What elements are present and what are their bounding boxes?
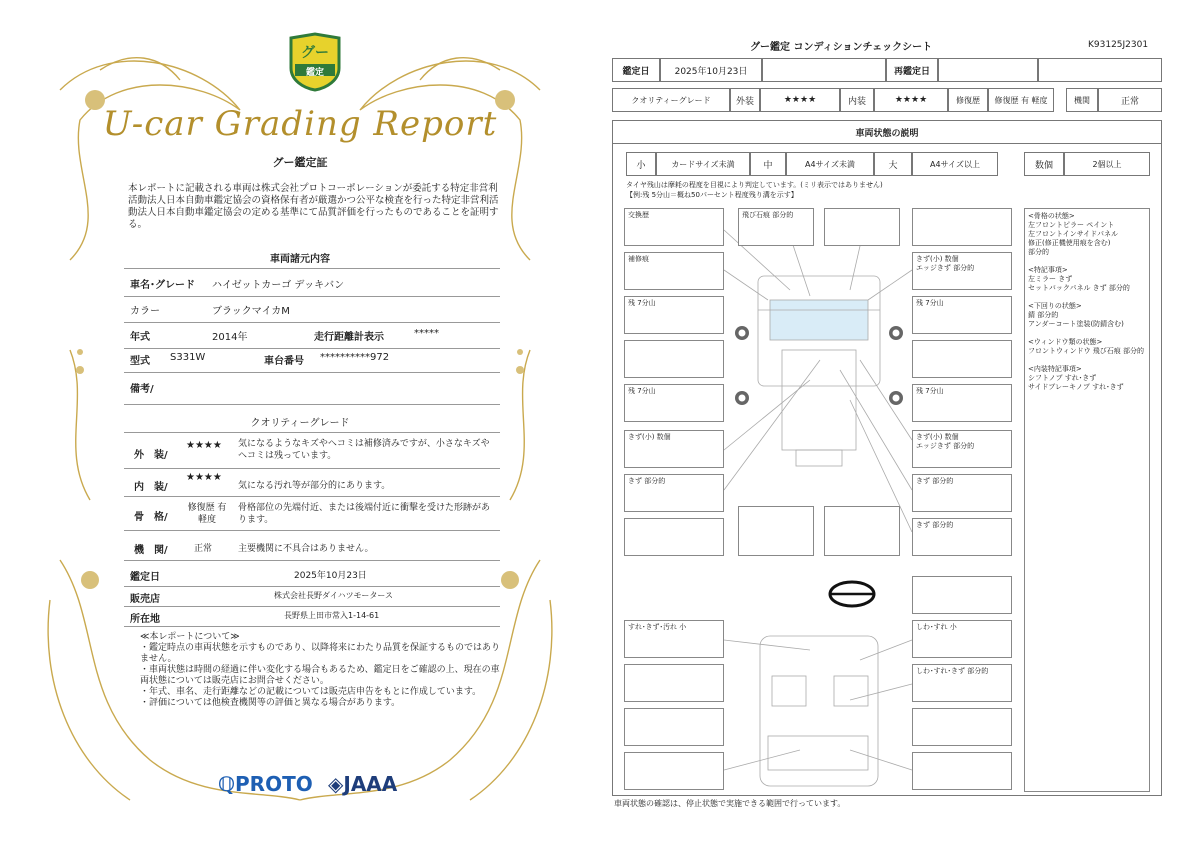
proto-logo: ℚPROTO: [218, 772, 313, 796]
mileage-value: *****: [414, 328, 439, 339]
condition-notes-panel: [1024, 208, 1150, 792]
engine-value: 正常: [194, 544, 213, 554]
certificate-subtitle: グー鑑定証: [272, 156, 328, 169]
note-item: ・年式、車名、走行距離などの記載については販売店申告をもとに作成しています。: [140, 687, 482, 697]
note-line: シフトノブ すれ･きず: [1028, 374, 1097, 382]
mileage-label: 走行距離計表示: [314, 332, 384, 343]
note-line: 左ミラー きず: [1028, 275, 1073, 283]
note-line: <内装特記事項>: [1028, 365, 1082, 373]
frame-text: 骨格部位の先端付近、または後端付近に衝撃を受けた形跡があります。: [238, 503, 491, 525]
frame-value: 修復歴 有 軽度: [187, 503, 227, 525]
size-mid: 中: [750, 152, 786, 176]
size-small: 小: [626, 152, 656, 176]
count-label: 数個: [1024, 152, 1064, 176]
bumper-outline: [796, 450, 842, 466]
dealer-value: 株式会社長野ダイハツモータース: [274, 591, 393, 600]
grade-label: クオリティーグレード: [612, 88, 730, 112]
chassis-label: 車台番号: [264, 356, 304, 367]
damage-box-right: きず(小) 数個 エッジきず 部分的: [912, 252, 1012, 290]
engine-label: 機関: [1066, 88, 1098, 112]
damage-box-left: きず 部分的: [624, 474, 724, 512]
note-item: ・車両状態は時間の経過に伴い変化する場合もあるため、鑑定日をご確認の上、現在の車両状態については販売店にお問合せください。: [140, 665, 500, 686]
size-mid-desc: A4サイズ未満: [786, 152, 874, 176]
info-row-dealer: [124, 590, 500, 607]
damage-box-right: [912, 340, 1012, 378]
note-line: <ウィンドウ類の状態>: [1028, 338, 1103, 346]
spec-row-remarks: [124, 380, 500, 405]
ext-label: 外装: [730, 88, 760, 112]
remarks-label: 備考/: [130, 384, 154, 395]
badge-bottom-text: 鑑定: [305, 68, 324, 78]
chassis-value: **********972: [320, 352, 390, 363]
sheet-title: グー鑑定 コンディションチェックシート: [750, 42, 933, 53]
quality-row-exterior: [124, 438, 500, 469]
color-value: ブラックマイカM: [212, 306, 290, 317]
year-label: 年式: [130, 332, 150, 343]
tire-note: タイヤ残山は摩耗の程度を目視により判定しています。(ミリ表示ではありません): [626, 181, 883, 189]
interior-stars: ★★★★: [186, 472, 222, 483]
condition-heading: 車両状態の説明: [612, 120, 1162, 144]
damage-box-right: きず(小) 数個 エッジきず 部分的: [912, 430, 1012, 468]
date-value: 2025年10月23日: [294, 571, 367, 581]
exterior-text: 気になるようなキズやヘコミは補修済みですが、小さなキズやヘコミは残っています。: [238, 439, 490, 461]
damage-box-left: [624, 518, 724, 556]
note-item: ・評価については他検査機関等の評価と異なる場合があります。: [140, 698, 401, 708]
quality-row-interior: [124, 472, 500, 497]
count-value: 2個以上: [1064, 152, 1150, 176]
badge-top-text: グー: [301, 45, 329, 61]
divider: [124, 268, 500, 269]
damage-box-left: [624, 708, 724, 746]
sheet-footer: 車両状態の確認は、停止状態で実施できる範囲で行っています。: [614, 799, 846, 808]
repair-label: 修復歴: [948, 88, 988, 112]
int-label: 内装: [840, 88, 874, 112]
car-bed-outline: [782, 350, 856, 450]
engine-label: 機 関/: [134, 545, 168, 556]
date-label: 鑑定日: [612, 58, 660, 82]
damage-box-right: しわ･すれ･きず 部分的: [912, 664, 1012, 702]
tire-example: 【例:残 5分山＝概ね50パーセント程度残り溝を示す】: [626, 191, 798, 199]
jaaa-mark-icon: ◈: [328, 772, 344, 796]
damage-box-left: 残 7分山: [624, 296, 724, 334]
info-row-date: [124, 568, 500, 587]
spec-row-year: [124, 328, 500, 349]
damage-box-right: きず 部分的: [912, 474, 1012, 512]
damage-box-right: 残 7分山: [912, 296, 1012, 334]
exterior-label: 外 装/: [134, 450, 168, 461]
sheet-code: K93125J2301: [1088, 40, 1149, 50]
divider: [124, 432, 500, 433]
repair-value: 修復歴 有 軽度: [988, 88, 1054, 112]
damage-box-left: きず(小) 数個: [624, 430, 724, 468]
seat-right: [834, 676, 868, 706]
reinspect-label: 再鑑定日: [886, 58, 938, 82]
address-label: 所在地: [130, 614, 160, 625]
note-line: <特記事項>: [1028, 266, 1068, 274]
note-line: 左フロントインサイドパネル: [1028, 230, 1119, 238]
exterior-stars: ★★★★: [186, 440, 222, 451]
damage-box-bottom: [824, 506, 900, 556]
note-line: セットバックパネル きず 部分的: [1028, 284, 1130, 292]
car-name-label: 車名･グレード: [130, 280, 195, 291]
note-line: 修正(修正機使用痕を含む): [1028, 239, 1111, 247]
damage-box-left: [624, 752, 724, 790]
quality-row-engine: [124, 536, 500, 561]
damage-box-right: [912, 576, 1012, 614]
engine-text: 主要機関に不具合はありません。: [238, 544, 374, 554]
note-line: <骨格の状態>: [1028, 212, 1075, 220]
damage-box-right: [912, 708, 1012, 746]
note-line: <下回りの状態>: [1028, 302, 1082, 310]
damage-box-top: [824, 208, 900, 246]
spec-row-color: [124, 302, 500, 323]
damage-box-right: きず 部分的: [912, 518, 1012, 556]
damage-box-right: しわ･すれ 小: [912, 620, 1012, 658]
windshield: [770, 300, 868, 340]
frame-label: 骨 格/: [134, 512, 168, 523]
address-value: 長野県上田市常入1-14-61: [284, 611, 380, 620]
damage-box-left: すれ･きず･汚れ 小: [624, 620, 724, 658]
damage-box-left: [624, 340, 724, 378]
note-line: 左フロントピラー ペイント: [1028, 221, 1115, 229]
interior-outline: [760, 636, 878, 786]
size-small-desc: カードサイズ未満: [656, 152, 750, 176]
rear-seat: [768, 736, 868, 770]
int-stars: ★★★★: [874, 88, 948, 112]
size-large: 大: [874, 152, 912, 176]
spec-row-car-name: [124, 276, 500, 297]
goo-kantei-badge: [287, 32, 343, 92]
damage-box-bottom: [738, 506, 814, 556]
damage-box-top: 交換歴: [624, 208, 724, 246]
report-notes: [140, 632, 500, 709]
note-line: アンダーコート塗装(防錆含む): [1028, 320, 1124, 328]
jaaa-logo: ◈JAAA: [328, 772, 398, 796]
damage-box-right: [912, 752, 1012, 790]
quality-heading: クオリティーグレード: [250, 418, 350, 429]
condition-check-sheet: [600, 0, 1200, 848]
model-value: S331W: [170, 352, 206, 363]
quality-row-frame: [124, 500, 500, 531]
certificate-title: U-car Grading Report: [102, 104, 498, 144]
engine-value: 正常: [1098, 88, 1162, 112]
spec-heading: 車両諸元内容: [270, 254, 330, 265]
car-name-value: ハイゼットカーゴ デッキバン: [212, 280, 345, 291]
interior-text: 気になる汚れ等が部分的にあります。: [238, 481, 391, 491]
damage-box-right: 残 7分山: [912, 384, 1012, 422]
note-line: フロントウィンドウ 飛び石痕 部分的: [1028, 347, 1145, 355]
note-line: 錆 部分的: [1028, 311, 1059, 319]
note-line: 部分的: [1028, 248, 1049, 256]
color-label: カラー: [130, 306, 160, 317]
damage-box-top: 飛び石痕 部分的: [738, 208, 814, 246]
damage-box-top: [912, 208, 1012, 246]
notes-heading: ≪本レポートについて≫: [140, 632, 240, 642]
date-value: 2025年10月23日: [660, 58, 762, 82]
damage-box-left: 補修痕: [624, 252, 724, 290]
year-value: 2014年: [212, 332, 248, 343]
damage-box-left: 残 7分山: [624, 384, 724, 422]
seat-left: [772, 676, 806, 706]
shield-icon: [287, 32, 343, 92]
ext-stars: ★★★★: [760, 88, 840, 112]
note-item: ・鑑定時点の車両状態を示すものであり、以降将来にわたり品質を保証するものではありません。: [140, 643, 501, 664]
certificate-intro: 本レポートに記載される車両は株式会社プロトコーポレーションが委託する特定非営利活動法人日本自動車鑑定協会の資格保有者が厳選かつ公平な検査を行った特定非営利活動法人日本自動車鑑定協会の定める基準にて品質評価を行ったものであることを証明する。: [128, 183, 499, 230]
interior-label: 内 装/: [134, 482, 168, 493]
model-label: 型式: [130, 356, 150, 367]
damage-box-left: [624, 664, 724, 702]
size-large-desc: A4サイズ以上: [912, 152, 998, 176]
date-label: 鑑定日: [130, 572, 160, 583]
spec-row-model: [124, 352, 500, 373]
dealer-label: 販売店: [130, 594, 160, 605]
info-row-address: [124, 610, 500, 627]
proto-mark-icon: ℚ: [218, 772, 236, 796]
note-line: サイドブレーキノブ すれ･きず: [1028, 383, 1124, 391]
